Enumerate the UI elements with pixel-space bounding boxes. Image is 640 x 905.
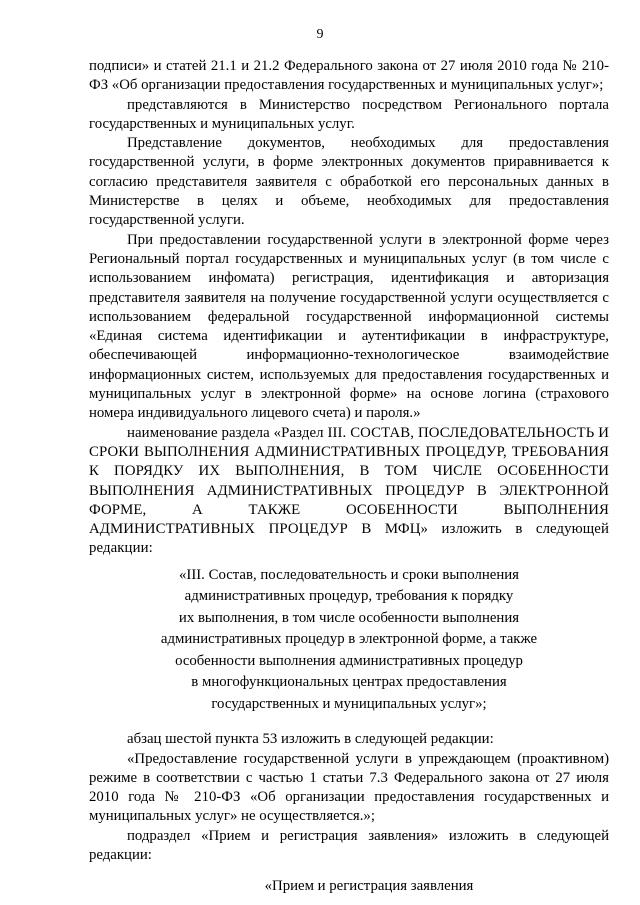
section-heading-line: государственных и муниципальных услуг»; bbox=[211, 695, 487, 712]
section-heading-line: их выполнения, в том числе особенности выполнения bbox=[178, 609, 520, 626]
subsection-heading: «Прием и регистрация заявления bbox=[264, 878, 474, 895]
section-heading-line: административных процедур, требования к порядку bbox=[184, 588, 514, 605]
section-heading-line: административных процедур в электронной форме, а также bbox=[160, 631, 538, 648]
paragraph-point-53: абзац шестой пункта 53 изложить в следующей редакции: bbox=[127, 731, 494, 748]
document-body bbox=[89, 57, 609, 897]
section-heading-line: особенности выполнения административных процедур bbox=[175, 652, 523, 669]
paragraph-section-title-change: наименование раздела «Раздел III. СОСТАВ, ПОСЛЕДОВАТЕЛЬНОСТЬ И СРОКИ ВЫПОЛНЕНИЯ АДМИНИСТРАТИВНЫХ ПРОЦЕДУР, ТРЕБОВАНИЯ К ПОРЯДКУ ИХ ВЫПОЛНЕНИЯ, В ТОМ ЧИСЛЕ ОСОБЕННОСТИ ВЫПОЛНЕНИЯ АДМИНИСТРАТИВНЫХ ПРОЦЕДУР В ЭЛЕКТРОННОЙ ФОРМЕ, А ТАКЖЕ ОСОБЕННОСТИ ВЫПОЛНЕНИЯ АДМИНИСТРАТИВНЫХ ПРОЦЕДУР В МФЦ» изложить в следующей редакции: bbox=[89, 424, 609, 557]
spacer bbox=[89, 715, 609, 730]
paragraph-consent: Представление документов, необходимых для предоставления государственной услуги, в форме электронных документов приравнивается к согласию представителя заявителя с обработкой его персональных данных в Министерстве в целях и объеме, необходимых для предоставления государственной услуги. bbox=[89, 135, 609, 229]
paragraph-signature-reference: подписи» и статей 21.1 и 21.2 Федерального закона от 27 июля 2010 года № 210-ФЗ «Об организации предоставления государственных и муниципальных услуг»; bbox=[89, 58, 609, 94]
section-heading bbox=[89, 565, 609, 716]
section-heading-line: в многофункциональных центрах предоставления bbox=[191, 674, 507, 691]
paragraph-subsection-change: подраздел «Прием и регистрация заявления» изложить в следующей редакции: bbox=[89, 827, 609, 863]
paragraph-authorization: При предоставлении государственной услуги в электронной форме через Региональный портал государственных и муниципальных услуг (в том числе с использованием инфомата) регистрация, идентификация и авторизация представителя заявителя на получение государственной услуги осуществляется с использованием федеральной государственной информационной системы «Единая система идентификации и аутентификации в инфраструктуре, обеспечивающей информационно-технологическое взаимодействие информационных систем, используемых для предоставления государственных и муниципальных услуг в электронной форме» на основе логина (страхового номера индивидуального лицевого счета) и пароля.» bbox=[89, 231, 609, 422]
paragraph-submission: представляются в Министерство посредством Регионального портала государственных и муниципальных услуг. bbox=[89, 96, 609, 132]
page-number: 9 bbox=[316, 27, 324, 42]
section-heading-line: «III. Состав, последовательность и сроки выполнения bbox=[179, 566, 519, 583]
paragraph-proactive-mode: «Предоставление государственной услуги в упреждающем (проактивном) режиме в соответствии с частью 1 статьи 7.3 Федерального закона от 27 июля 2010 года № 210-ФЗ «Об организации предоставления государственных и муниципальных услуг» не осуществляется.»; bbox=[89, 750, 609, 825]
